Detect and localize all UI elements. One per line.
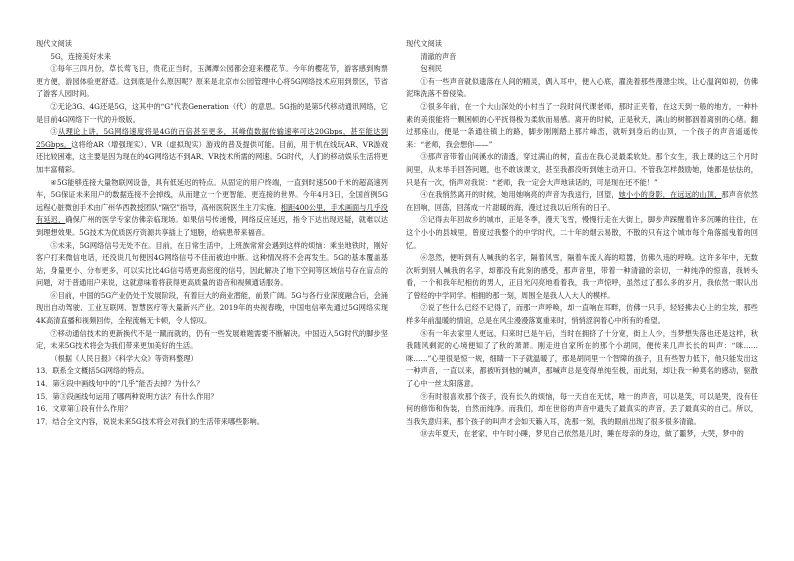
question-17: 17．结合全文内容，说说未来5G技术将会对我们的生活带来哪些影响。 (36, 416, 264, 426)
right-section-label: 现代文阅读 (406, 39, 442, 48)
question-14: 14．第④段中画线句中的“几乎”能否去掉？为什么？ (36, 379, 204, 389)
left-section-label: 现代文阅读 (36, 39, 72, 48)
right-paragraph-3: ③那声音带着山间溪水的清透，穿过满山的树，直击在我心灵最柔软处。那个女生，我上课的这三个月时间里，从未举手回答问题，也不敢该课文，甚至我都没听到她主动开口。不管我怎样鼓励她，她都是怯怯的，只是有一次，悄声对我说：“老师，我一定会大声地读话的，可是现在还不能！” (406, 152, 758, 187)
left-paragraph-4-underlined: 相距400公里，手术画面与几乎没有延迟， (36, 202, 388, 225)
right-paragraph-6: ⑥忽然，便听到有人喊我的名字，隔着风雪，隔着车流人海的喧嚣，仿佛久违的呼唤。这许多年中，无数次听到别人喊我的名字，却都没有此刻的感受，那声音里，带着一种清澈的亲切，一种纯净的惊喜，我转头看，一个和我年纪相仿的男人，正目光闪亮地看着我，我一声惊呼，虽然过了那么多的岁月，我依然一眼认出了曾经的中学同学。相拥的那一刻，周围全是我人入大人的模样。 (406, 253, 758, 300)
right-paragraph-1: ①有一些声音就似遗落在人间的精灵，偶入耳中，便入心底，濯洗着那些漫漶尘埃，让心温润如初，仿佛泥珠洗落不曾侵染。 (406, 76, 758, 99)
right-paragraph-2: ②很多年前，在一个大山深处的小村当了一段时间代课老师，那时正夹着，在这天到一般的地方，一种朴素的美很能将一颗困顿的心平抚得极为柔软而易感。离开的时候，正是秋天，满山的树都洇着离别的心绪。翻过那座山，便是一条通往镇上的路，脚步刚刚踏上那片峰峦，就听到身后的山顶，一个孩子的声音遥遥传来：“老师，我会想你——” (406, 101, 758, 149)
left-paragraph-4-start: ④5G能够连接大量物联网设备，具有低延迟的特点。从固定的用户终端，一直到时速500千米的超高速列车，5G保证未来用户的数据连接不会掉线，从而建立一个更智能、更连接的世界。今年4月3日，全国首例5G远程心脏微创手术由广州华西教授团队“隔空”指导，高州医院医生主刀实施。 (36, 177, 388, 212)
right-article-title: 清澈的声音 (420, 51, 457, 61)
left-paragraph-1: ①每年三四月份，草长莺飞日，贵花正当时，玉渊潭公园都会迎来樱花节。今年的樱花节，游客感到购票更方便，游园体验更舒适。这到底是什么原因呢？原来是北京市公园管理中心将5G网络技术应用到景区，节省了游客人园时间。 (36, 64, 388, 99)
right-paragraph-4-start: ④在我悄然离开的时候，她用她响亮的声音为我送行，回望， (420, 190, 619, 200)
left-paragraph-5: ⑤未来，5G网络信号无处不在。目前，在日常生活中，上班族常常会遇到这样的烦恼：乘坐地铁时，刚好客户打来微信电话，还没说几句便因4G网络信号不佳而被迫中断。这种情况将不会再发生。5G的基本覆盖基站，身量更小、分布更多，可以实比比4G信号塔更高密度的信号，因此解决了地下空间等区域信号存在盲点的问题，对于普通用户来说，这就意味着将获得更高质量的语音和视频通话服务。 (36, 240, 388, 288)
left-source-note: （根据《人民日报》《科学大众》等资料整理） (50, 353, 198, 363)
right-column (406, 38, 758, 441)
question-13: 13．联系全文概括5G网络的特点。 (36, 366, 149, 376)
left-paragraph-4 (36, 177, 388, 240)
left-paragraph-7: ⑦移动通信技术的更新换代不是一蹴而就的，仍有一些发展难题需要不断解决。中国迈入5G时代的脚步坚定，未来5G技术将会为我们带来更加美好的生活。 (36, 328, 388, 351)
left-paragraph-4-rest: 确保广州的医学专家仿佛亲临现场。如果信号传递慢，网络反应延迟，指令下达出现迟疑，就难以达到理想效果。5G技术为优质医疗资源共享插上了翅膀，给病患带来福音。 (36, 215, 388, 237)
right-paragraph-5: ⑤记得去年回故乡的城市，正是冬季，漫天飞雪，慢慢行走在大街上，脚步声踩醒着许多沉睡的往往，在这个小小的县城里，曾度过我整个的中学时代，二十年的烟云易散，不散的只有这个城市每个角落摇曳着的回忆。 (406, 215, 758, 250)
left-paragraph-3 (36, 126, 388, 176)
left-column (36, 38, 388, 428)
right-paragraph-4-underlined: 她小小的身影，在远远的山顶， (618, 190, 722, 200)
left-paragraph-3-underlined: 从理论上讲，5G网络速度将是4G的百倍甚至更多，其峰值数据传输速率可达20Gbps，甚至能达到25Gbps。 (36, 127, 388, 149)
left-paragraph-2: ②无论3G、4G还是5G，这其中的“G”代表Generation（代）的意思。5G指的是第5代移动通讯网络，它是目前4G网络下一代的升级版。 (36, 101, 388, 124)
right-paragraph-9: ⑨有时很喜欢那个孩子，没有长久的烦恼，每一天自在无忧，唯一的声音，可以是笑，可以是哭，没有任何的修饰和伪装，自然而纯净。而我们，却在世俗的声音中遗失了最真实的声音，丢了最真实的自己。所以，当我失意归来，那个孩子的叫声才会如天籁入耳，洗那一刻，我的眼前出现了很多很多清澈。 (406, 391, 758, 426)
question-15: 15．第③段画线句运用了哪两种说明方法？有什么作用？ (36, 391, 218, 401)
left-article-title: 5G，连接美好未来 (50, 51, 112, 61)
right-paragraph-7: ⑦说了些什么已经不记得了，而那一声呼唤，却一直响在耳畔，仿佛一只手，轻轻拂去心上的尘埃，那些样多年前温暖的情谊，总是在风尘漫漫落寞重来时，悄悄涩润着心中所有的希望。 (406, 303, 758, 326)
question-16: 16．文章第①段有什么作用？ (36, 404, 132, 414)
left-paragraph-3-rest: 这将给AR（增强现实）、VR（虚拟现实）游戏的普及提供可能。目前，用于机在线玩AR、VR游戏还比较困难，这主要是因为现在的4G网络达不到AR、VR技术所需的网速。5G时代，人们的移动娱乐生活将更加丰富精彩。 (36, 139, 388, 174)
right-article-author: 包利民 (420, 64, 442, 74)
right-paragraph-4 (406, 189, 758, 214)
right-paragraph-10: ⑩去年夏天，在老家，中午时小睡，梦见自己依然是儿时，睡在母亲的身边，做了噩梦，大哭，梦中的 (420, 429, 744, 439)
left-paragraph-6: ⑥目前，中国的5G产业仍处于发展阶段，有着巨大的商业潜能，前景广阔。5G与各行业深度融合后，会涌现出自动驾驶、工业互联网、智慧医疗等大量新兴产业。2019年的央视春晚，中国电信率先通过5G网络实现4K高清直播和视频回传，全程流畅无卡顿，令人惊叹。 (36, 290, 388, 326)
left-paragraph-3-marker: ③ (50, 127, 58, 137)
right-paragraph-8: ⑧有一年去家里人更远，归来时已是午后，当时在拥挤了十分宽，街上人少，当梦想失落也还是这样，秋我随风剩泥的心境便知了了秋的萧萧。刚走进自家所在的那个小胡同，便传来几声长长的叫声：“咪……咪……”心里很是惊一规，细睛一下子就温暖了，那是胡同里一个智障的孩子，且有些智力低下，他只能发出这一种声音，一直以来，都被听到他的喊声，那喊声总是变得单纯至极，而此刻，却让我一种莫名的感动，驱散了心中一丝太阳落意。 (406, 328, 758, 389)
right-paragraph-4-rest: 那声音依然在回响，回荡，回荡成一片甜暖的海，漫过过我以后所有的日子。 (406, 190, 758, 212)
